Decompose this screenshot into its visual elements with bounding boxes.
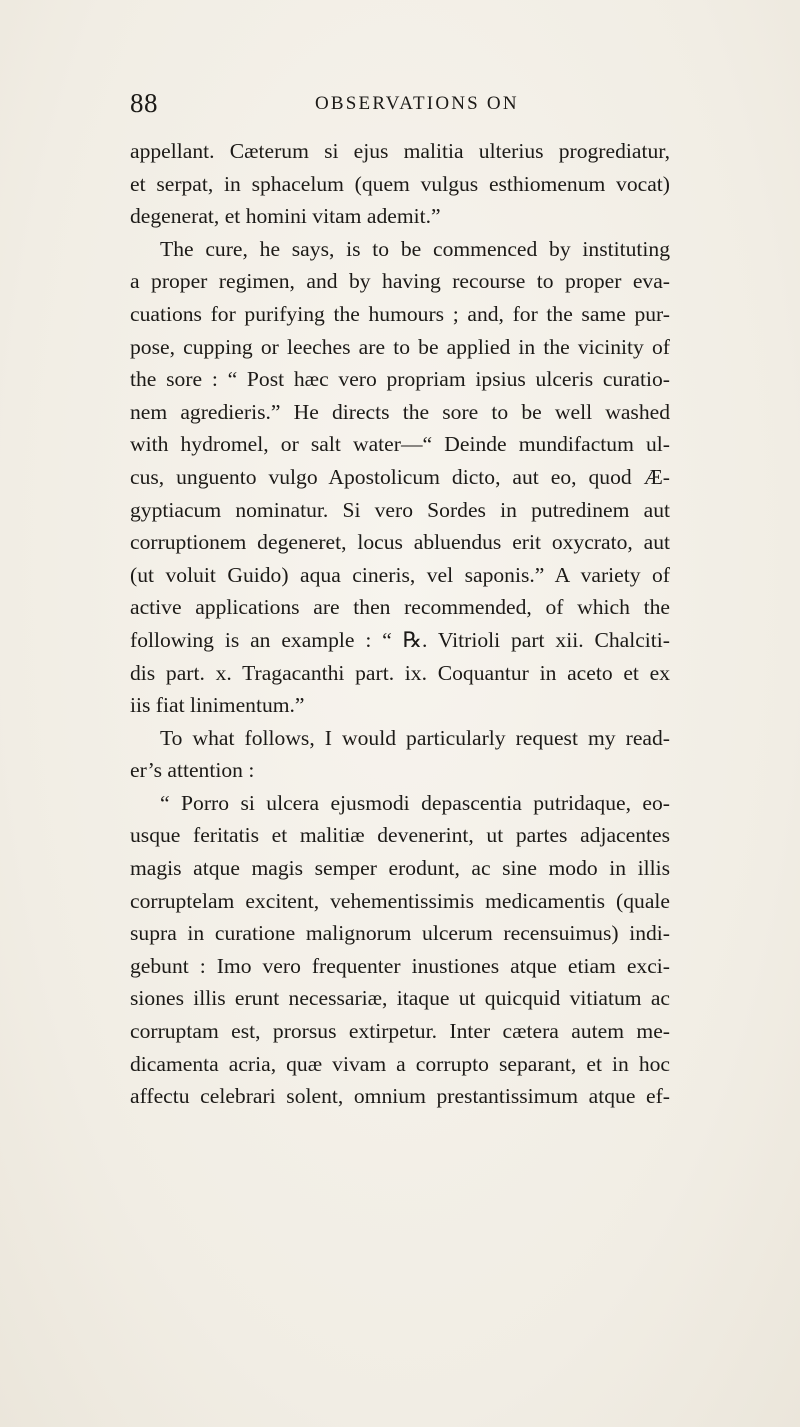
text-line: supra in curatione malignorum ulcerum recensuimus) indi- bbox=[130, 921, 670, 946]
text-line: corruptionem degeneret, locus abluendus erit oxycrato, aut bbox=[130, 530, 670, 555]
text-line: corruptelam excitent, vehementissimis medicamentis (quale bbox=[130, 888, 670, 913]
text-line: corruptam est, prorsus extirpetur. Inter cætera autem me- bbox=[130, 1019, 670, 1044]
text-line: er’s attention : bbox=[130, 758, 255, 783]
text-line: affectu celebrari solent, omnium prestantissimum atque ef- bbox=[130, 1084, 670, 1109]
text-line: gebunt : Imo vero frequenter inustiones atque etiam exci- bbox=[130, 953, 670, 978]
text-line: cus, unguento vulgo Apostolicum dicto, aut eo, quod Æ- bbox=[130, 464, 670, 489]
text-line: active applications are then recommended, of which the bbox=[130, 595, 670, 620]
text-line: following is an example : “ ℞. Vitrioli part xii. Chalciti- bbox=[130, 627, 670, 652]
page-number: 88 bbox=[130, 88, 158, 118]
text-line: appellant. Cæterum si ejus malitia ulterius progrediatur, bbox=[130, 139, 670, 163]
text-line: the sore : “ Post hæc vero propriam ipsius ulceris curatio- bbox=[130, 367, 670, 392]
running-title: OBSERVATIONS ON bbox=[315, 93, 519, 114]
text-line: (ut voluit Guido) aqua cineris, vel saponis.” A variety of bbox=[130, 562, 670, 587]
text-line: usque feritatis et malitiæ devenerint, ut partes adjacentes bbox=[130, 823, 670, 848]
body-text bbox=[130, 135, 670, 1113]
text-line: cuations for purifying the humours ; and, for the same pur- bbox=[130, 301, 670, 326]
text-line: nem agredieris.” He directs the sore to be well washed bbox=[130, 399, 670, 424]
text-line: iis fiat linimentum.” bbox=[130, 693, 305, 718]
text-line: dicamenta acria, quæ vivam a corrupto separant, et in hoc bbox=[130, 1051, 670, 1076]
text-line: dis part. x. Tragacanthi part. ix. Coquantur in aceto et ex bbox=[130, 660, 670, 685]
text-line: a proper regimen, and by having recourse to proper eva- bbox=[130, 269, 670, 294]
text-line: magis atque magis semper erodunt, ac sine modo in illis bbox=[130, 856, 670, 881]
running-head bbox=[130, 88, 670, 118]
text-line: pose, cupping or leeches are to be applied in the vicinity of bbox=[130, 334, 670, 359]
text-line: degenerat, et homini vitam ademit.” bbox=[130, 204, 441, 229]
text-line: gyptiacum nominatur. Si vero Sordes in putredinem aut bbox=[130, 497, 670, 522]
text-line: with hydromel, or salt water—“ Deinde mundifactum ul- bbox=[130, 432, 670, 457]
text-line: “ Porro si ulcera ejusmodi depascentia putridaque, eo- bbox=[160, 790, 670, 815]
text-line: The cure, he says, is to be commenced by instituting bbox=[160, 236, 670, 261]
text-line: To what follows, I would particularly request my read- bbox=[160, 725, 670, 750]
text-line: siones illis erunt necessariæ, itaque ut quicquid vitiatum ac bbox=[130, 986, 670, 1011]
text-line: et serpat, in sphacelum (quem vulgus esthiomenum vocat) bbox=[130, 171, 670, 196]
